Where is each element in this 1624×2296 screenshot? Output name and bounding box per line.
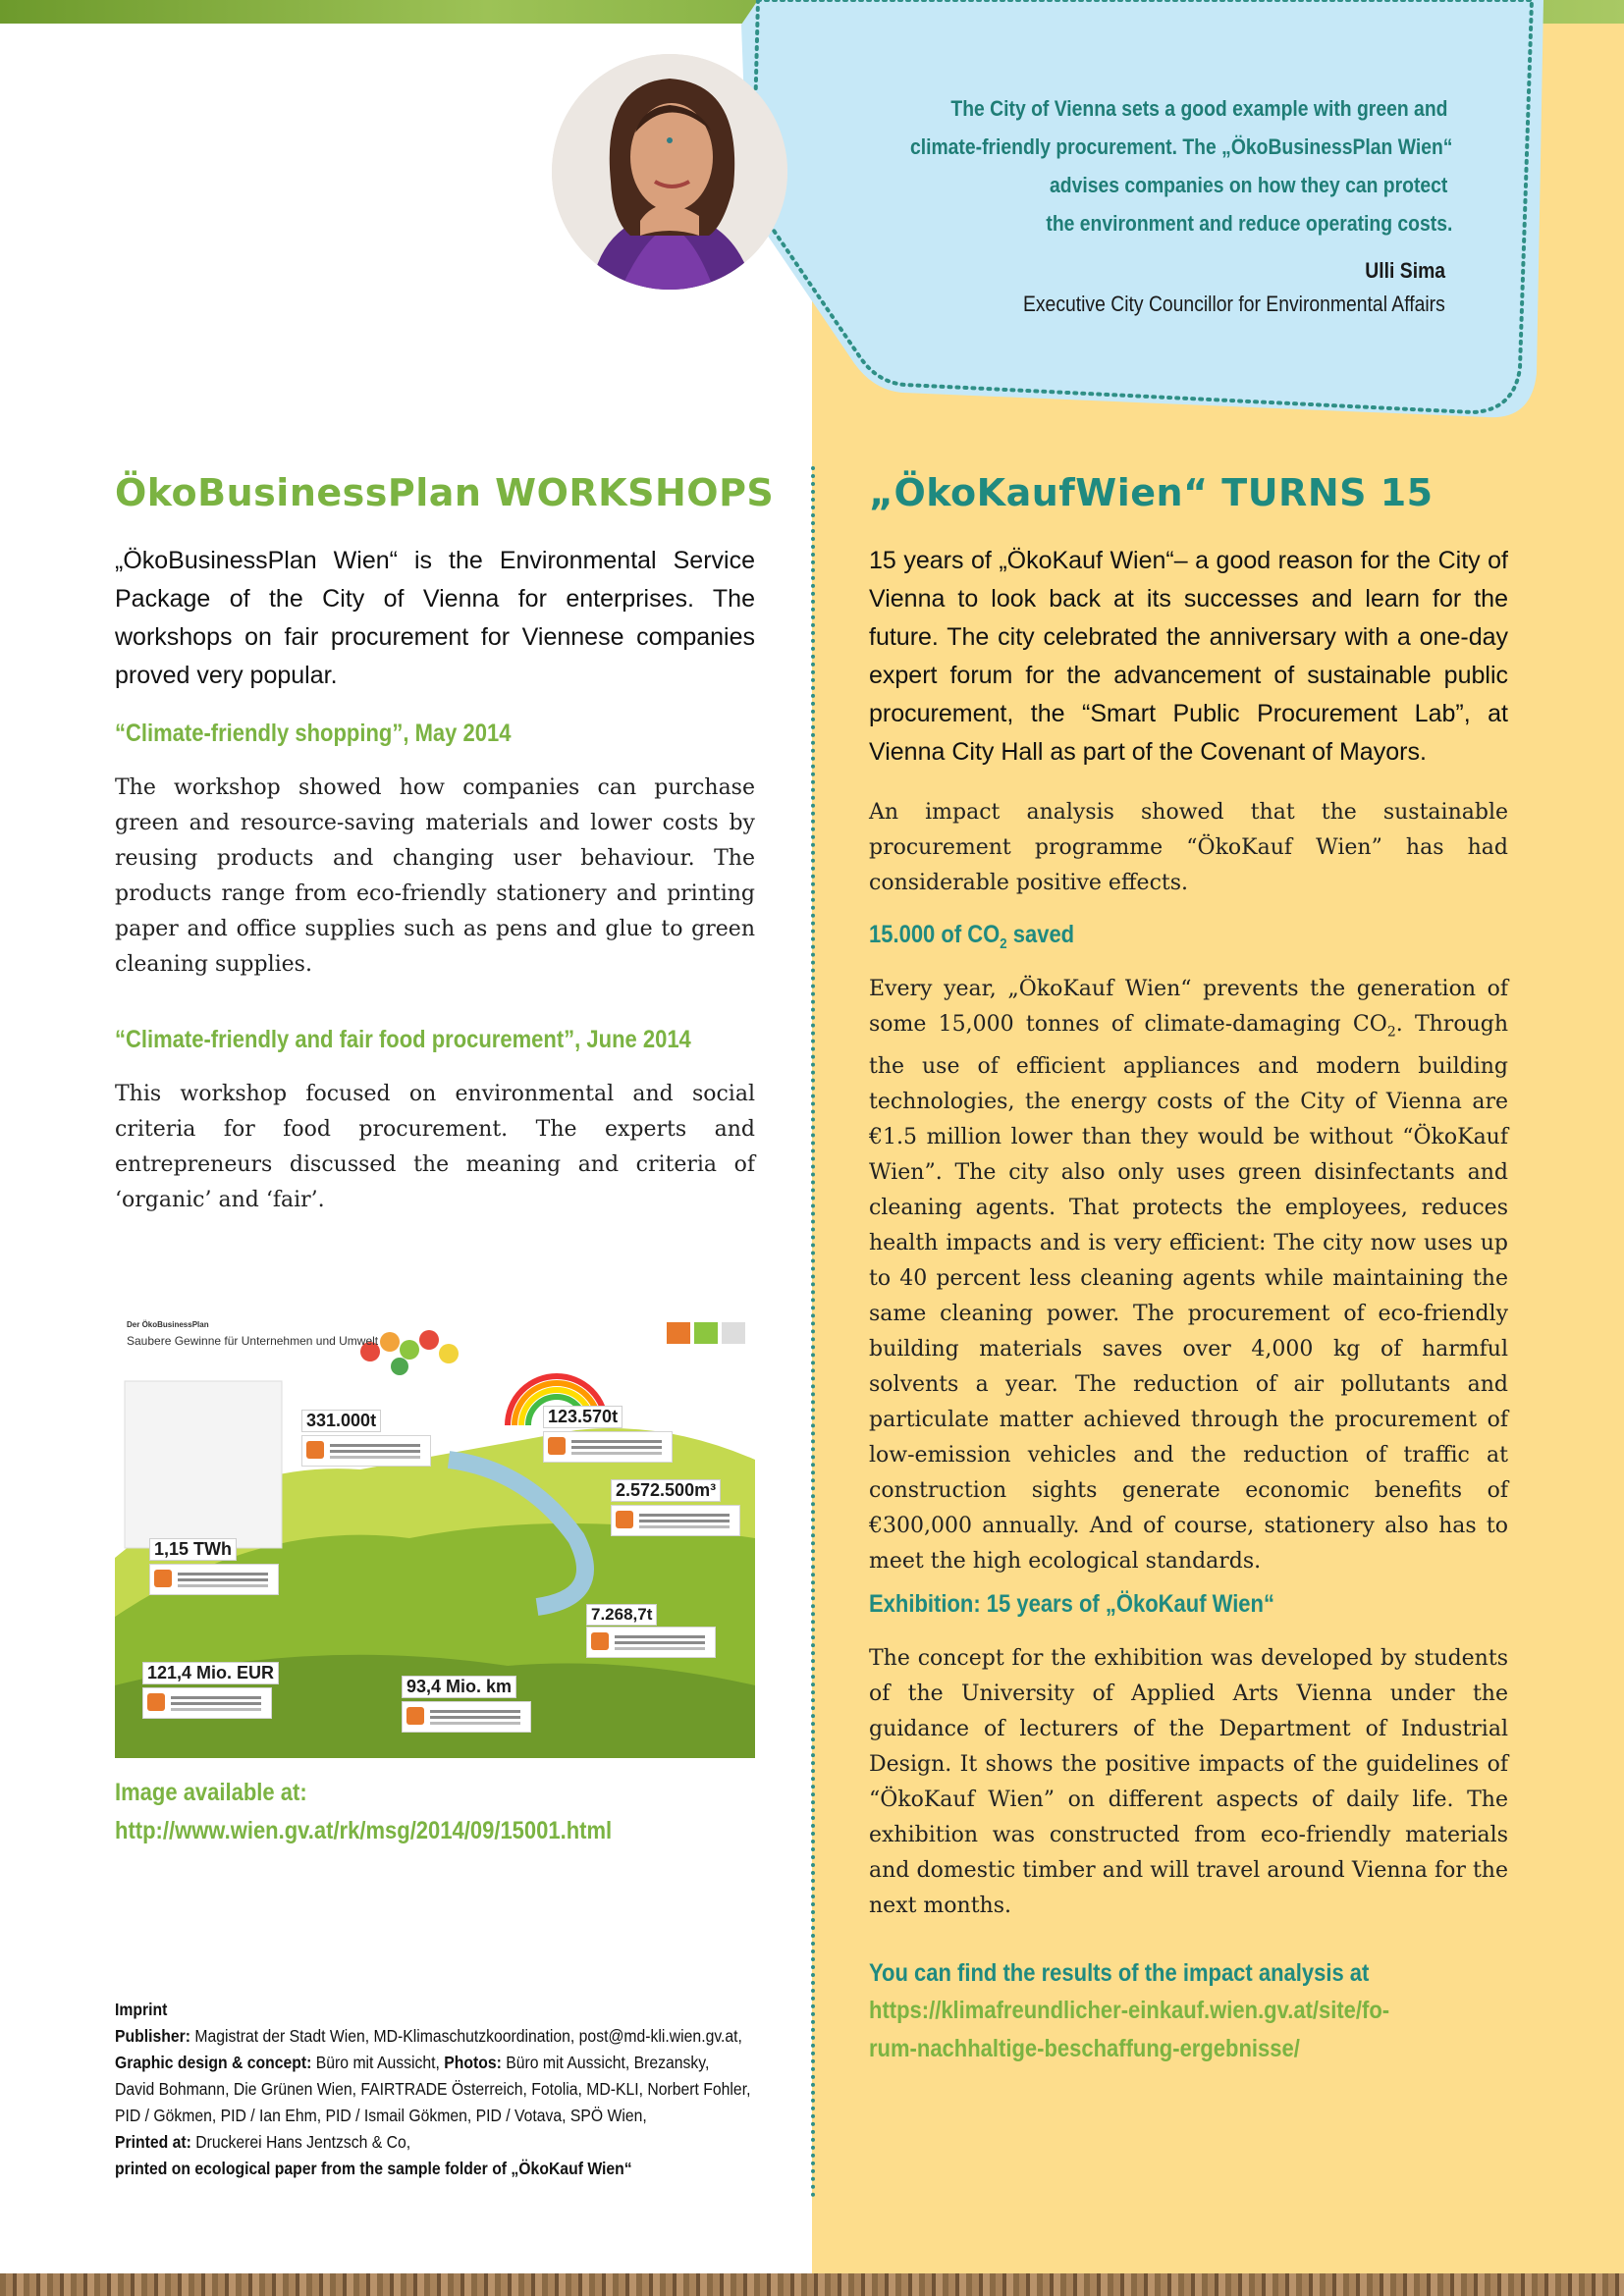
co2-heading-subscript: 2 <box>1000 935 1007 952</box>
image-link[interactable]: http://www.wien.gv.at/rk/msg/2014/09/15001.html <box>115 1817 613 1844</box>
infographic-label-transport: 93,4 Mio. km <box>402 1676 516 1698</box>
infographic-note <box>543 1431 673 1463</box>
infographic-label-waste: 123.570t <box>543 1406 623 1428</box>
left-heading: ÖkoBusinessPlan WORKSHOPS <box>115 471 775 514</box>
infographic-title: Saubere Gewinne für Unternehmen und Umwelt <box>127 1334 379 1348</box>
imprint-design-text: Büro mit Aussicht, <box>311 2053 445 2072</box>
results-link-line-1[interactable]: https://klimafreundlicher-einkauf.wien.gv.at/site/fo- <box>869 1997 1390 2024</box>
left-subheading-1: “Climate-friendly shopping”, May 2014 <box>115 720 512 747</box>
infographic-label-money: 121,4 Mio. EUR <box>142 1662 279 1684</box>
quote-line-2: climate-friendly procurement. The „ÖkoBusinessPlan Wien“ <box>909 134 1452 159</box>
co2-paragraph-rest: . Through the use of efficient appliances and modern building technologies, the energy costs of the City of Vienna are €1.5 million lower than they would be without “ÖkoKauf Wien”. The city also only uses green disinfectants and cleaning agents. That protects the employees, reduces health impacts and is very efficient: The city now uses up to 40 percent less cleaning agents while maintaining the same cleaning power. The procurement of eco-friendly building materials saves over 4,000 kg of harmful solvents a year. The reduction of air pollutants and particulate matter achieved through the procurement of low-emission vehicles and the reduction of traffic at construction sights generate economic benefits of €300,000 annually. And of course, stationery also has to meet the high ecological standards. <box>869 1012 1508 1575</box>
infographic-note <box>149 1564 279 1595</box>
right-paragraph-2 <box>869 972 1508 1579</box>
infographic-label-hazardous: 7.268,7t <box>586 1604 657 1626</box>
imprint-design <box>115 2050 709 2076</box>
co2-heading-text: 15.000 of CO <box>869 921 1001 948</box>
infographic-image <box>115 1312 755 1758</box>
infographic-label-energy: 1,15 TWh <box>149 1538 237 1561</box>
right-lead-paragraph: 15 years of „ÖkoKauf Wien“– a good reason for the City of Vienna to look back at its successes and learn for the future. The city celebrated the anniversary with a one-day expert forum for the advancement of sustainable public procurement, the “Smart Public Procurement Lab”, at Vienna City Hall as part of the Covenant of Mayors. <box>869 547 1508 766</box>
infographic-label-water: 2.572.500m³ <box>611 1479 721 1502</box>
left-lead-paragraph: „ÖkoBusinessPlan Wien“ is the Environmental Service Package of the City of Vienna for enterprises. The workshops on fair procurement for Viennese companies proved very popular. <box>115 547 755 689</box>
co2-paragraph-subscript: 2 <box>1386 1024 1396 1041</box>
imprint-printed-label: Printed at: <box>115 2132 191 2152</box>
co2-paragraph-start: Every year, „ÖkoKauf Wien“ prevents the generation of some 15,000 tonnes of climate-damaging CO <box>869 977 1508 1037</box>
bottom-wood-band <box>0 2273 1624 2296</box>
infographic-note <box>586 1627 716 1658</box>
quote-author-role: Executive City Councillor for Environmental Affairs <box>1023 292 1445 316</box>
imprint-photos-line-3: PID / Gökmen, PID / Ian Ehm, PID / Ismail Gökmen, PID / Votava, SPÖ Wien, <box>115 2106 647 2125</box>
results-label: You can find the results of the impact analysis at <box>869 1959 1370 1987</box>
quote-line-3: advises companies on how they can protect <box>1049 173 1447 197</box>
imprint-printed <box>115 2129 410 2156</box>
column-divider <box>811 466 815 2199</box>
infographic-note <box>142 1687 272 1719</box>
imprint-photos-label: Photos: <box>444 2053 502 2072</box>
right-paragraph-1: An impact analysis showed that the sustainable procurement programme “ÖkoKauf Wien” has had considerable positive effects. <box>869 800 1508 895</box>
quote-line-1: The City of Vienna sets a good example with green and <box>949 96 1447 121</box>
imprint-photos-text: Büro mit Aussicht, Brezansky, <box>501 2053 710 2072</box>
imprint-photos-line-2: David Bohmann, Die Grünen Wien, FAIRTRADE Österreich, Fotolia, MD-KLI, Norbert Fohler, <box>115 2079 751 2099</box>
quote-line-4: the environment and reduce operating costs. <box>1046 211 1452 236</box>
right-paragraph-3: The concept for the exhibition was developed by students of the University of Applied Arts Vienna under the guidance of lecturers of the Department of Industrial Design. It shows the positive impacts of the guidelines of “ÖkoKauf Wien” on different aspects of daily life. The exhibition was constructed from eco-friendly materials and domestic timber and will travel around Vienna for the next months. <box>869 1646 1508 1918</box>
imprint-title: Imprint <box>115 2000 168 2019</box>
left-paragraph-1: The workshop showed how companies can purchase green and resource-saving materials and lower costs by reusing products and changing user behaviour. The products range from eco-friendly stationery and printing paper and office supplies such as pens and glue to green cleaning supplies. <box>115 775 755 977</box>
left-paragraph-2: This workshop focused on environmental and social criteria for food procurement. The experts and entrepreneurs discussed the meaning and criteria of ‘organic’ and ‘fair’. <box>115 1082 755 1212</box>
infographic-brand: Der ÖkoBusinessPlan <box>127 1320 209 1329</box>
results-link-line-2[interactable]: rum-nachhaltige-beschaffung-ergebnisse/ <box>869 2035 1300 2062</box>
imprint-publisher <box>115 2023 742 2050</box>
imprint-publisher-text: Magistrat der Stadt Wien, MD-Klimaschutzkoordination, post@md-kli.wien.gv.at, <box>190 2026 742 2046</box>
left-subheading-2: “Climate-friendly and fair food procurement”, June 2014 <box>115 1026 691 1053</box>
co2-heading-end: saved <box>1006 921 1075 948</box>
right-subheading-exhibition: Exhibition: 15 years of „ÖkoKauf Wien“ <box>869 1590 1274 1618</box>
infographic-note <box>402 1701 531 1733</box>
right-subheading-co2 <box>869 921 1074 952</box>
portrait-photo <box>552 54 787 290</box>
right-heading: „ÖkoKaufWien“ TURNS 15 <box>869 471 1434 514</box>
quote-author: Ulli Sima <box>1365 258 1445 283</box>
imprint-publisher-label: Publisher: <box>115 2026 191 2046</box>
infographic-label-co2: 331.000t <box>301 1410 381 1432</box>
imprint-design-label: Graphic design & concept: <box>115 2053 312 2072</box>
image-caption: Image available at: <box>115 1779 307 1806</box>
infographic-note <box>301 1435 431 1467</box>
imprint-printed-text: Druckerei Hans Jentzsch & Co, <box>190 2132 411 2152</box>
infographic-note <box>611 1505 740 1536</box>
imprint-paper-note: printed on ecological paper from the sample folder of „ÖkoKauf Wien“ <box>115 2159 632 2178</box>
